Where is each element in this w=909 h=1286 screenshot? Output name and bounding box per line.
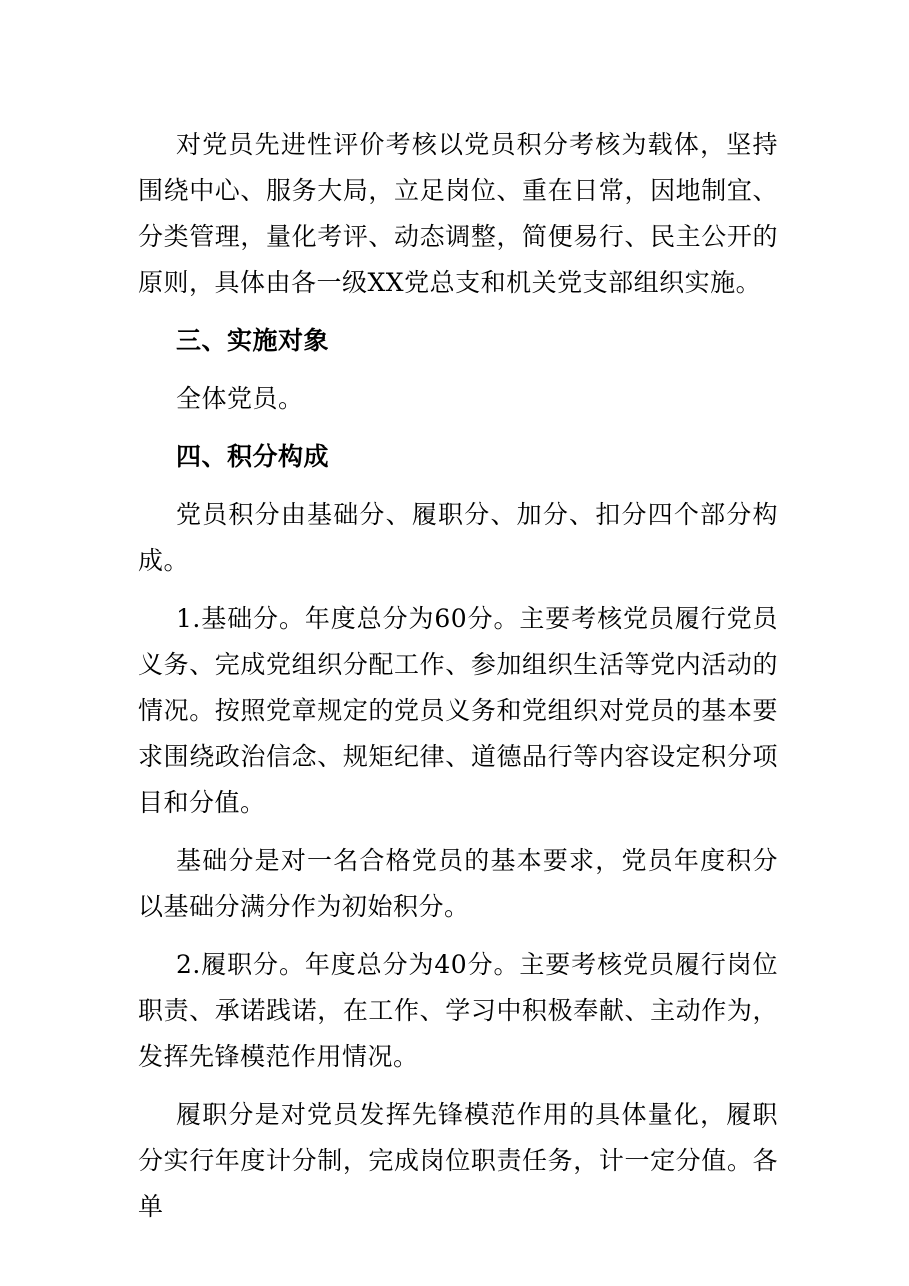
spacer [138, 480, 778, 492]
paragraph-score-parts: 党员积分由基础分、履职分、加分、扣分四个部分构成。 [138, 500, 778, 575]
paragraph-duty-score-detail: 履职分是对党员发挥先锋模范作用的具体量化，履职分实行年度计分制，完成岗位职责任务，计一定分值。各单 [138, 1100, 778, 1221]
document-body [138, 122, 778, 1230]
section-heading-score-composition: 四、积分构成 [176, 442, 330, 471]
spacer [138, 306, 778, 318]
spacer [138, 1080, 778, 1092]
spacer [138, 930, 778, 942]
spacer [138, 364, 778, 376]
paragraph-basic-score: 1.基础分。年度总分为60分。主要考核党员履行党员义务、完成党组织分配工作、参加组织生活等党内活动的情况。按照党章规定的党员义务和党组织对党员的基本要求围绕政治信念、规矩纪律、道德品行等内容设定积分项目和分值。 [138, 604, 778, 817]
section-heading-implementation-targets: 三、实施对象 [176, 326, 330, 355]
paragraph-evaluation-principles: 对党员先进性评价考核以党员积分考核为载体，坚持围绕中心、服务大局，立足岗位、重在日常，因地制宜、分类管理，量化考评、动态调整，简便易行、民主公开的原则，具体由各一级XX党总支和机关党支部组织实施。 [138, 130, 778, 297]
spacer [138, 584, 778, 596]
paragraph-all-members: 全体党员。 [176, 384, 304, 413]
spacer [138, 422, 778, 434]
spacer [138, 826, 778, 838]
paragraph-duty-score: 2.履职分。年度总分为40分。主要考核党员履行岗位职责、承诺践诺，在工作、学习中积极奉献、主动作为，发挥先锋模范作用情况。 [138, 950, 778, 1071]
paragraph-basic-score-requirement: 基础分是对一名合格党员的基本要求，党员年度积分以基础分满分作为初始积分。 [138, 846, 778, 921]
